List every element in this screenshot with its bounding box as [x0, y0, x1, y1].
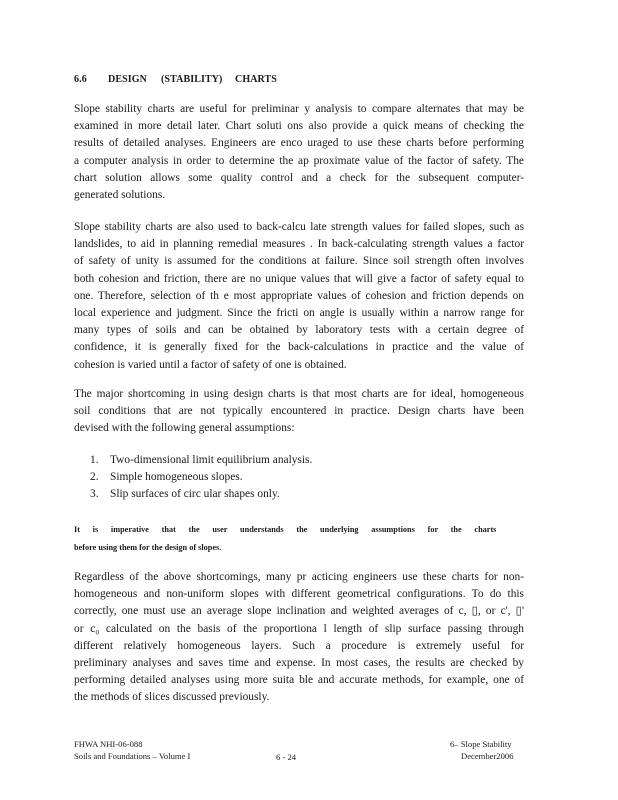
- footer-page-number: 6 - 24: [276, 752, 297, 762]
- paragraph-4: [74, 569, 524, 707]
- text-line: homogeneous and non-uniform slopes with different geometrical configurations. To do this: [74, 588, 524, 601]
- text-line: The major shortcoming in using design charts is that most charts are for ideal, homogeneous: [74, 388, 524, 400]
- assumptions-list: [90, 452, 312, 504]
- text-line: chart solution allows some quality control and a check for the subsequent computer-: [74, 171, 524, 184]
- text-line: Regardless of the above shortcomings, many pr acticing engineers use these charts for non-: [74, 571, 524, 583]
- text-line: before using them for the design of slopes.: [74, 541, 222, 552]
- footer-publication-id: FHWA NHI-06-088: [74, 739, 143, 749]
- text-line: the methods of slices discussed previously.: [74, 691, 270, 704]
- footer-chapter: 6– Slope Stability: [450, 739, 512, 749]
- section-number: 6.6: [74, 74, 87, 85]
- paragraph-3: [74, 386, 524, 438]
- list-item: 1. Two-dimensional limit equilibrium analysis.: [90, 454, 313, 466]
- text-line: It is imperative that the user understands the underlying assumptions for the charts: [74, 524, 497, 534]
- text-line: soil conditions that are not typically encountered in practice. Design charts have been: [74, 405, 524, 418]
- text-line: examined in more detail later. Chart soluti ons also provide a quick means of checking the: [74, 120, 524, 133]
- text-line: Slope stability charts are useful for preliminar y analysis to compare alternates that may be: [74, 103, 524, 115]
- text-line: both cohesion and friction, there are no unique values that will give a factor of safety equal to: [74, 272, 524, 285]
- text-line: cohesion is varied until a factor of safety of one is obtained.: [74, 358, 347, 371]
- footer-right: [450, 738, 514, 762]
- list-item: 3. Slip surfaces of circ ular shapes only.: [90, 488, 280, 501]
- section-title-word: DESIGN: [108, 74, 147, 85]
- text-line: local experience and judgment. Since the fricti on angle is usually within a narrow range for: [74, 307, 524, 320]
- text-line: Slope stability charts are also used to back-calcu late strength values for failed slopes, such as: [74, 221, 524, 233]
- text-line: results of detailed analyses. Engineers are enco uraged to use these charts before performing: [74, 137, 524, 150]
- list-item: 2. Simple homogeneous slopes.: [90, 471, 243, 484]
- footer-date: December2006: [461, 751, 514, 761]
- text-line: one. Therefore, selection of th e most appropriate values of cohesion and friction depends on: [74, 289, 524, 302]
- text-line: of safety of unity is assumed for the conditions at failure. Since soil strength often involves: [74, 255, 524, 268]
- text-line: generated solutions.: [74, 189, 166, 202]
- text-line: landslides, to aid in planning remedial measures . In back-calculating strength values a factor: [74, 238, 524, 251]
- text-line: a computer analysis in order to determine the ap proximate value of the factor of safety. The: [74, 154, 524, 167]
- section-title-word: (STABILITY): [161, 74, 223, 85]
- paragraph-2: [74, 219, 524, 374]
- paragraph-1: [74, 101, 524, 204]
- footer-volume: Soils and Foundations – Volume I: [74, 751, 191, 761]
- imperative-note: [74, 521, 496, 556]
- text-line: performing detailed analyses using more suita ble and accurate methods, for example, one of: [74, 674, 524, 687]
- text-line: different relatively homogeneous layers. Such a procedure is extremely useful for: [74, 639, 524, 652]
- text-line: correctly, one must use an average slope inclination and weighted averages of c, ▯, or c', ▯': [74, 605, 524, 618]
- text-line: or c₀ calculated on the basis of the proportiona l length of slip surface passing through: [74, 622, 524, 635]
- text-line: confidence, it is generally fixed for the back-calculations in practice and the value of: [74, 341, 524, 354]
- text-line: preliminary analyses and saves time and expense. In most cases, the results are checked by: [74, 657, 524, 670]
- section-heading: [74, 74, 277, 85]
- section-title-word: CHARTS: [235, 74, 277, 85]
- text-line: many types of soils and can be obtained by laboratory tests with a certain degree of: [74, 324, 524, 337]
- footer-left: [74, 738, 190, 762]
- text-line: devised with the following general assumptions:: [74, 422, 295, 435]
